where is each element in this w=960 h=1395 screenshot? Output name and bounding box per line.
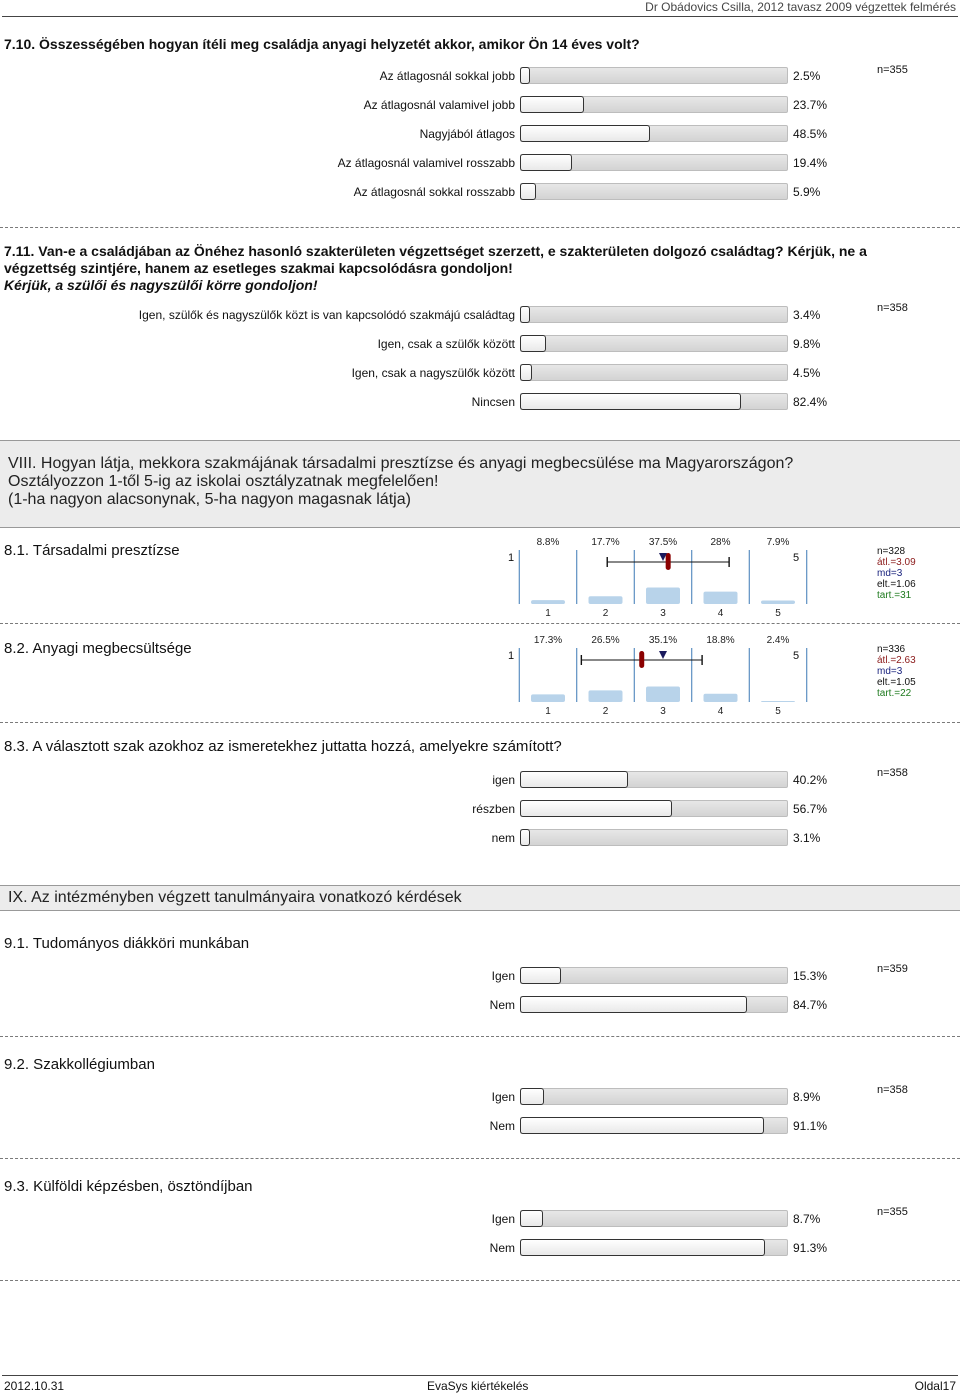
percentage-bar <box>520 771 788 788</box>
percentage-bar-fill <box>520 306 530 323</box>
question-9-2-title: 9.2. Szakkollégiumban <box>4 1056 155 1073</box>
q711-n: n=358 <box>877 302 908 314</box>
percentage-bar <box>520 306 788 323</box>
option-label: Az átlagosnál sokkal rosszabb <box>353 185 515 199</box>
divider <box>0 722 960 723</box>
percentage-bar <box>520 996 788 1013</box>
question-9-3-title: 9.3. Külföldi képzésben, ösztöndíjban <box>4 1178 253 1195</box>
histogram-bar <box>761 601 795 604</box>
question-9-1-title: 9.1. Tudományos diákköri munkában <box>4 935 250 952</box>
category-percentage: 28% <box>710 537 731 548</box>
scale-tick-label: 2 <box>602 706 609 717</box>
q82-mean: átl.=2.63 <box>877 655 916 666</box>
q81-histogram <box>520 534 790 620</box>
percentage-value: 3.1% <box>793 831 821 845</box>
scale-tick-label: 5 <box>775 706 781 717</box>
histogram-bar <box>704 694 738 702</box>
option-label: Igen <box>491 1212 515 1226</box>
category-percentage: 26.5% <box>591 635 620 646</box>
q82-scale-right: 5 <box>793 650 800 662</box>
percentage-bar-fill <box>520 67 530 84</box>
percentage-bar-fill <box>520 800 672 817</box>
percentage-value: 15.3% <box>793 969 828 983</box>
q83-n: n=358 <box>877 767 908 779</box>
q82-n: n=336 <box>877 644 906 655</box>
q81-abstain: tart.=31 <box>877 590 912 601</box>
section-viii-line1: VIII. Hogyan látja, mekkora szakmájának társadalmi presztízse és anyagi megbecsülése ma Magyarországon? <box>8 455 794 472</box>
percentage-value: 91.3% <box>793 1241 828 1255</box>
scale-tick-label: 1 <box>545 706 551 717</box>
option-label: Az átlagosnál valamivel jobb <box>363 98 515 112</box>
category-percentage: 18.8% <box>706 635 735 646</box>
option-label: Igen, csak a szülők között <box>377 337 515 351</box>
q92-n: n=358 <box>877 1084 908 1096</box>
footer-rule <box>2 1375 958 1376</box>
percentage-bar-fill <box>520 183 536 200</box>
question-8-3-title: 8.3. A választott szak azokhoz az ismeretekhez juttatta hozzá, amelyekre számított? <box>4 738 562 755</box>
histogram-bar <box>646 687 680 702</box>
q81-median: md=3 <box>877 568 903 579</box>
percentage-bar-fill <box>520 771 628 788</box>
section-viii-line2: Osztályozzon 1-től 5-ig az iskolai osztályzatnak megfelelően! <box>8 473 439 490</box>
percentage-bar-fill <box>520 125 650 142</box>
percentage-bar-fill <box>520 335 546 352</box>
option-label: Igen, csak a nagyszülők között <box>351 366 515 380</box>
percentage-value: 48.5% <box>793 127 828 141</box>
percentage-bar <box>520 183 788 200</box>
divider <box>0 623 960 624</box>
histogram-bar <box>589 690 623 702</box>
percentage-value: 9.8% <box>793 337 821 351</box>
percentage-value: 56.7% <box>793 802 828 816</box>
divider <box>0 1158 960 1159</box>
option-label: Igen, szülők és nagyszülők közt is van kapcsolódó szakmájú családtag <box>138 308 515 322</box>
percentage-value: 3.4% <box>793 308 821 322</box>
percentage-value: 91.1% <box>793 1119 828 1133</box>
option-label: Igen <box>491 969 515 983</box>
question-8-2-title: 8.2. Anyagi megbecsültsége <box>4 640 192 657</box>
percentage-bar-fill <box>520 829 530 846</box>
section-viii-line3: (1-ha nagyon alacsonynak, 5-ha nagyon magasnak látja) <box>8 491 411 508</box>
question-7-11-title-line3: Kérjük, a szülői és nagyszülői körre gondoljon! <box>4 277 318 293</box>
percentage-value: 84.7% <box>793 998 828 1012</box>
divider <box>0 227 960 228</box>
percentage-bar-fill <box>520 393 741 410</box>
scale-tick-label: 3 <box>660 608 666 619</box>
percentage-value: 8.7% <box>793 1212 821 1226</box>
histogram-bar <box>531 694 565 702</box>
option-label: Az átlagosnál sokkal jobb <box>379 69 515 83</box>
category-percentage: 8.8% <box>536 537 560 548</box>
median-marker <box>659 651 667 659</box>
option-label: igen <box>492 773 515 787</box>
percentage-bar <box>520 1088 788 1105</box>
q82-sd: elt.=1.05 <box>877 677 916 688</box>
percentage-bar-fill <box>520 967 561 984</box>
percentage-bar <box>520 67 788 84</box>
divider <box>0 1036 960 1037</box>
percentage-value: 23.7% <box>793 98 828 112</box>
percentage-bar <box>520 1117 788 1134</box>
q93-n: n=355 <box>877 1206 908 1218</box>
q81-scale-right: 5 <box>793 552 800 564</box>
percentage-value: 8.9% <box>793 1090 821 1104</box>
scale-tick-label: 4 <box>717 608 724 619</box>
percentage-bar <box>520 125 788 142</box>
header-rule <box>2 16 958 17</box>
category-percentage: 35.1% <box>648 635 678 646</box>
option-label: Az átlagosnál valamivel rosszabb <box>337 156 515 170</box>
q81-scale-left: 1 <box>508 552 515 564</box>
percentage-value: 19.4% <box>793 156 828 170</box>
histogram-bar <box>761 701 795 702</box>
option-label: Nem <box>489 998 515 1012</box>
option-label: Igen <box>491 1090 515 1104</box>
percentage-bar-fill <box>520 364 532 381</box>
section-ix-title: IX. Az intézményben végzett tanulmányaira vonatkozó kérdések <box>8 889 462 906</box>
option-label: Nem <box>489 1119 515 1133</box>
percentage-value: 82.4% <box>793 395 828 409</box>
percentage-bar-fill <box>520 96 584 113</box>
percentage-value: 40.2% <box>793 773 828 787</box>
scale-tick-label: 1 <box>545 608 551 619</box>
percentage-bar <box>520 335 788 352</box>
category-percentage: 17.7% <box>591 537 620 548</box>
q82-abstain: tart.=22 <box>877 688 912 699</box>
percentage-bar <box>520 967 788 984</box>
histogram-bar <box>704 592 738 604</box>
percentage-bar <box>520 393 788 410</box>
option-label: Nem <box>489 1241 515 1255</box>
q81-sd: elt.=1.06 <box>877 579 916 590</box>
option-label: nem <box>491 831 515 845</box>
percentage-bar <box>520 364 788 381</box>
percentage-bar-fill <box>520 1239 765 1256</box>
option-label: Nincsen <box>471 395 515 409</box>
mean-marker <box>666 553 671 570</box>
percentage-bar-fill <box>520 996 747 1013</box>
percentage-bar-fill <box>520 1210 543 1227</box>
percentage-bar <box>520 1210 788 1227</box>
q81-n: n=328 <box>877 546 906 557</box>
percentage-bar <box>520 1239 788 1256</box>
q81-mean: átl.=3.09 <box>877 557 916 568</box>
category-percentage: 2.4% <box>766 635 790 646</box>
mean-marker <box>639 651 644 668</box>
percentage-bar <box>520 800 788 817</box>
q82-histogram <box>520 632 790 718</box>
question-7-11-title-line1: 7.11. Van-e a családjában az Önéhez hasonló szakterületen végzettséget szerzett, e szakterületen dolgozó családtag? Kérjük, ne a <box>4 243 867 259</box>
question-7-11-title-line2: végzettség szintjére, hanem az esetleges szakmai kapcsolódásra gondoljon! <box>4 260 513 276</box>
histogram-bar <box>646 588 680 605</box>
percentage-bar <box>520 829 788 846</box>
q710-n: n=355 <box>877 64 908 76</box>
percentage-value: 4.5% <box>793 366 821 380</box>
histogram-bar <box>531 600 565 604</box>
q91-n: n=359 <box>877 963 908 975</box>
percentage-bar-fill <box>520 154 572 171</box>
q82-median: md=3 <box>877 666 903 677</box>
percentage-bar-fill <box>520 1117 764 1134</box>
percentage-bar <box>520 154 788 171</box>
histogram-bar <box>589 596 623 604</box>
scale-tick-label: 4 <box>717 706 724 717</box>
category-percentage: 7.9% <box>766 537 790 548</box>
percentage-value: 5.9% <box>793 185 821 199</box>
percentage-bar <box>520 96 788 113</box>
option-label: Nagyjából átlagos <box>419 127 515 141</box>
percentage-bar-fill <box>520 1088 544 1105</box>
option-label: részben <box>472 802 515 816</box>
divider <box>0 1280 960 1281</box>
question-7-10-title: 7.10. Összességében hogyan ítéli meg családja anyagi helyzetét akkor, amikor Ön 14 éves volt? <box>4 36 640 52</box>
q82-scale-left: 1 <box>508 650 515 662</box>
footer-page: Oldal17 <box>914 1379 956 1393</box>
percentage-value: 2.5% <box>793 69 821 83</box>
report-author-header: Dr Obádovics Csilla, 2012 tavasz 2009 végzettek felmérés <box>645 0 956 14</box>
footer-center: EvaSys kiértékelés <box>427 1379 529 1393</box>
footer-date: 2012.10.31 <box>4 1379 65 1393</box>
question-8-1-title: 8.1. Társadalmi presztízse <box>4 542 180 559</box>
category-percentage: 37.5% <box>648 537 678 548</box>
category-percentage: 17.3% <box>533 635 563 646</box>
scale-tick-label: 2 <box>602 608 609 619</box>
scale-tick-label: 5 <box>775 608 781 619</box>
scale-tick-label: 3 <box>660 706 666 717</box>
